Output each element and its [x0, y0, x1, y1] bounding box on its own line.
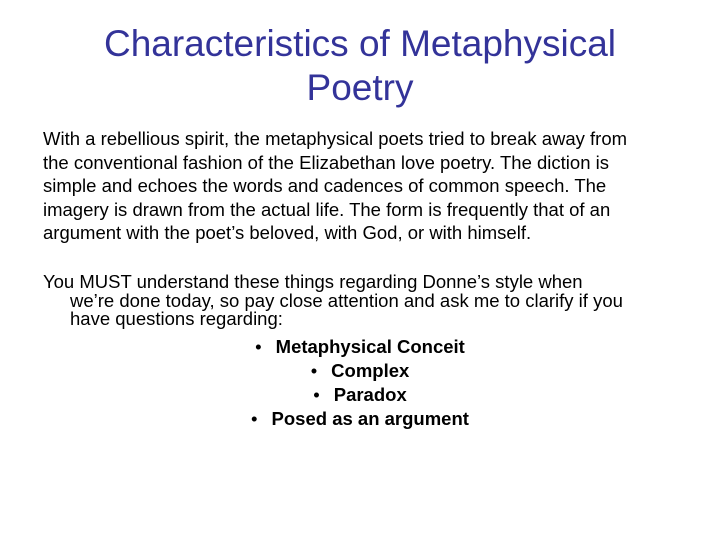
intro-line-3: simple and echoes the words and cadences of common speech. The: [43, 175, 607, 196]
slide-title-line-1: Characteristics of Metaphysical: [103, 23, 617, 64]
slide-title-line-2: Poetry: [306, 67, 414, 108]
intro-line-5: argument with the poet’s beloved, with God, or with himself.: [43, 222, 532, 243]
list-item-label: Metaphysical Conceit: [275, 336, 465, 357]
list-item: [0, 359, 720, 383]
list-item-label: Posed as an argument: [271, 408, 469, 429]
bullet-icon: •: [310, 360, 318, 381]
intro-line-4: imagery is drawn from the actual life. The form is frequently that of an: [43, 198, 611, 220]
intro-line-1: With a rebellious spirit, the metaphysical poets tried to break away from: [43, 128, 628, 149]
list-item-label: Complex: [331, 360, 410, 381]
list-item: [0, 335, 720, 359]
intro-paragraph: [43, 127, 693, 245]
list-item: [0, 383, 720, 407]
instructions-line-3: have questions regarding:: [70, 308, 283, 329]
list-item: [0, 407, 720, 431]
bullet-icon: •: [313, 384, 320, 405]
bullet-icon: •: [255, 336, 262, 357]
topics-list: [0, 335, 720, 431]
instructions-line-1: You MUST understand these things regarding Donne’s style when: [43, 271, 583, 292]
intro-line-2: the conventional fashion of the Elizabethan love poetry. The diction is: [43, 151, 609, 173]
list-item-label: Paradox: [333, 384, 407, 405]
slide-title: [40, 22, 680, 110]
instructions-line-2: we’re done today, so pay close attention and ask me to clarify if you: [70, 289, 623, 311]
bullet-icon: •: [251, 408, 258, 429]
instructions-paragraph: [43, 273, 693, 329]
